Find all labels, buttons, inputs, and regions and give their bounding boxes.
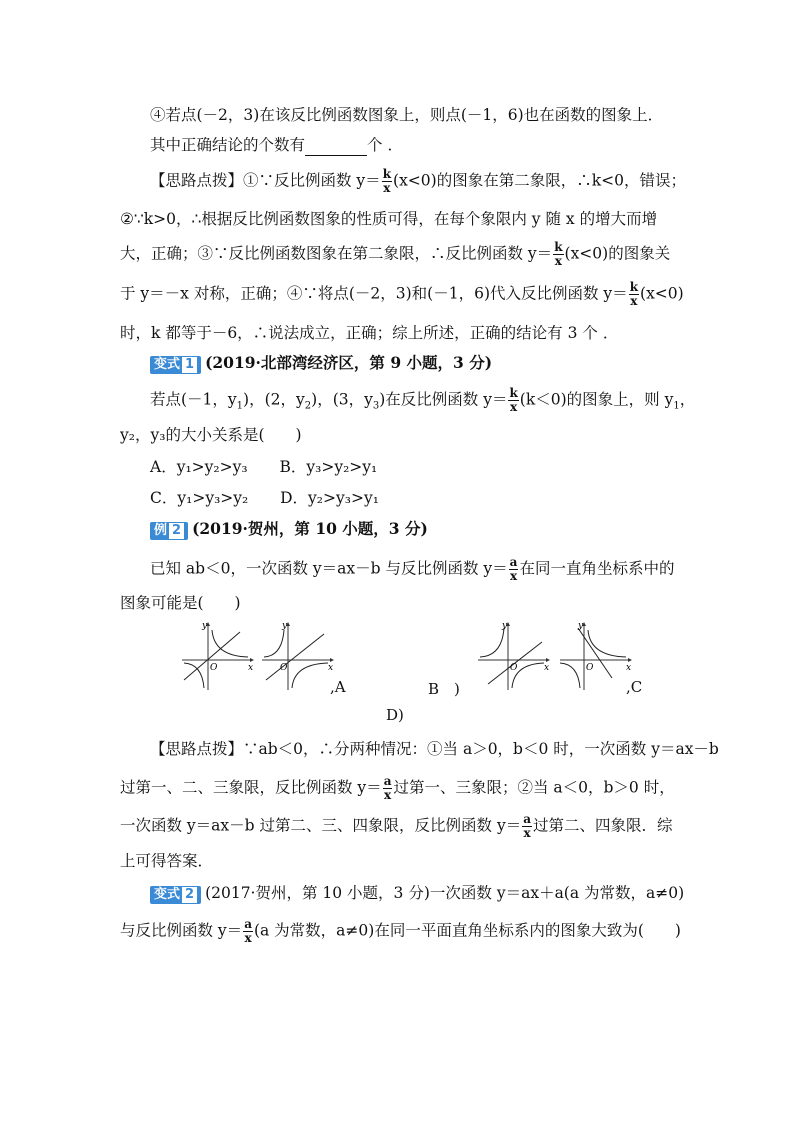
svg-text:x: x xyxy=(544,663,550,673)
graph-1 xyxy=(178,620,254,692)
svg-text:y: y xyxy=(282,621,288,631)
hint-line-4: 于 y＝－x 对称，正确；④∵将点(－2，3)和(－1，6)代入反比例函数 y＝ $\frac{k}{x}$ (x<0) xyxy=(120,280,684,308)
option-c[interactable]: C．y₁>y₃>y₂ xyxy=(150,489,249,507)
question-line: 其中正确结论的个数有 个 ． xyxy=(150,136,403,154)
option-a[interactable]: A．y₁>y₂>y₃ xyxy=(150,458,248,476)
answer-blank[interactable] xyxy=(305,141,367,156)
variant-1-header: 变式 1 (2019·北部湾经济区，第 9 小题，3 分) xyxy=(150,352,676,374)
variant-2-header: 变式 2 (2017·贺州，第 10 小题，3 分)一次函数 y＝ax＋a(a 为常数，a≠0) xyxy=(150,882,676,904)
fraction-a-x: $\frac{a}{x}$ xyxy=(383,774,392,802)
graph-label-c[interactable]: ,C xyxy=(626,678,643,696)
fraction-a-x: $\frac{a}{x}$ xyxy=(244,917,252,945)
hint-2-line-1: 【思路点拨】∵ab＜0，∴分两种情况：①当 a＞0，b＜0 时，一次函数 y＝ax－b xyxy=(150,740,719,758)
options-ab xyxy=(150,456,676,478)
hint-2-line-4: 上可得答案． xyxy=(120,852,214,870)
variant-1-tag: 变式 1 xyxy=(150,356,201,374)
example-2-question: 已知 ab＜0，一次函数 y＝ax－b 与反比例函数 y＝ $\frac{a}{x}$ 在同一直角坐标系中的 xyxy=(150,555,675,583)
graph-label-a[interactable]: ,A xyxy=(330,678,346,696)
hint-line-5: 时，k 都等于－6，∴说法成立，正确；综上所述，正确的结论有 3 个 ． xyxy=(120,324,619,342)
svg-text:y: y xyxy=(578,621,584,631)
svg-text:y: y xyxy=(502,621,508,631)
variant-2-question: 与反比例函数 y＝ $\frac{a}{x}$ (a 为常数，a≠0)在同一平面直角坐标系内的图象大致为( ) xyxy=(120,917,681,945)
svg-text:x: x xyxy=(328,663,334,673)
svg-text:O: O xyxy=(586,663,594,673)
option-b[interactable]: B．y₃>y₂>y₁ xyxy=(279,458,378,476)
option-d[interactable]: D．y₂>y₃>y₁ xyxy=(280,489,379,507)
svg-text:O: O xyxy=(280,663,288,673)
variant-2-tag: 变式 2 xyxy=(150,886,201,904)
hint-line-2: ②∵k>0，∴根据反比例函数图象的性质可得，在每个象限内 y 随 x 的增大而增 xyxy=(120,210,658,228)
fraction-a-x: $\frac{a}{x}$ xyxy=(509,555,518,583)
svg-text:y: y xyxy=(202,621,208,631)
svg-text:x: x xyxy=(626,663,632,673)
graph-3 xyxy=(474,620,550,692)
graph-label-d[interactable]: D) xyxy=(386,706,404,724)
hint-line-3: 大，正确；③∵反比例函数图象在第二象限，∴反比例函数 y＝ $\frac{k}{x}$ (x<0)的图象关 xyxy=(120,240,671,268)
example-2-header: 例 2 (2019·贺州，第 10 小题，3 分) xyxy=(150,518,676,540)
variant-1-question-2: y₂，y₃的大小关系是( ) xyxy=(120,426,302,444)
fraction-a-x: $\frac{a}{x}$ xyxy=(523,812,531,840)
example-2-tag: 例 2 xyxy=(150,522,188,540)
statement-4: ④若点(－2，3)在该反比例函数图象上，则点(－1，6)也在函数的图象上． xyxy=(150,106,664,124)
example-2-question-2: 图象可能是( ) xyxy=(120,594,241,612)
graph-label-b[interactable]: B ) xyxy=(428,680,460,698)
variant-1-question: 若点(－1，$y_1$)，(2，$y_2$)，(3，$y_3$)在反比例函数 y＝ $\frac{k}{x}$ (k＜0)的图象上，则 $y_1$， xyxy=(150,386,696,414)
hint-2-line-2: 过第一、二、三象限，反比例函数 y＝ $\frac{a}{x}$ 过第一、三象限；②当 a＜0，b＞0 时， xyxy=(120,774,675,802)
svg-text:x: x xyxy=(248,663,254,673)
hint-line-1: 【思路点拨】①∵反比例函数 y＝ $\frac{k}{x}$ (x<0)的图象在第二象限，∴k<0，错误； xyxy=(150,167,686,195)
fraction-k-x: $\frac{k}{x}$ xyxy=(554,240,563,268)
svg-text:O: O xyxy=(210,663,218,673)
options-cd xyxy=(150,487,676,509)
fraction-k-x: $\frac{k}{x}$ xyxy=(509,386,518,414)
hint-2-line-3: 一次函数 y＝ax－b 过第二、三、四象限，反比例函数 y＝ $\frac{a}{x}$ 过第二、四象限．综 xyxy=(120,812,673,840)
graph-2 xyxy=(258,620,334,692)
graph-4 xyxy=(556,620,632,692)
fraction-k-x: $\frac{k}{x}$ xyxy=(382,167,392,195)
svg-text:O: O xyxy=(510,663,518,673)
fraction-k-x: $\frac{k}{x}$ xyxy=(629,280,639,308)
